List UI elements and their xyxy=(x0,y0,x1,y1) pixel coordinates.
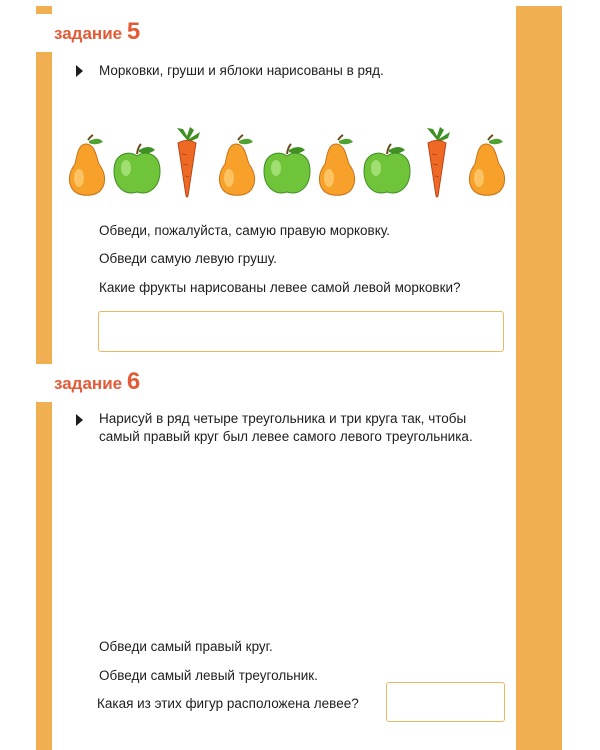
task5-heading-word: задание xyxy=(54,24,123,43)
task6-instruction-line2: самый правый круг был левее самого левого треугольника. xyxy=(99,429,473,444)
pear-icon[interactable] xyxy=(215,134,259,203)
pear-icon[interactable] xyxy=(465,134,509,203)
task6-heading-word: задание xyxy=(54,374,123,393)
carrot-icon[interactable] xyxy=(420,126,454,203)
task6-instruction-line1: Нарисуй в ряд четыре треугольника и три круга так, чтобы xyxy=(99,411,467,426)
fruit-row xyxy=(62,128,512,206)
pear-icon[interactable] xyxy=(65,134,109,203)
task6-heading-number: 6 xyxy=(126,368,141,395)
task5-heading-number: 5 xyxy=(126,18,141,45)
task6-question-3: Какая из этих фигур расположена левее? xyxy=(97,696,359,711)
apple-icon[interactable] xyxy=(361,142,413,203)
pear-icon[interactable] xyxy=(315,134,359,203)
task5-answer-box[interactable] xyxy=(98,311,504,352)
task5-question-2: Обведи самую левую грушу. xyxy=(99,251,277,266)
task5-instruction: Морковки, груши и яблоки нарисованы в ряд. xyxy=(99,63,384,78)
task6-question-2: Обведи самый левый треугольник. xyxy=(99,668,318,683)
task6-question-1: Обведи самый правый круг. xyxy=(99,639,273,654)
task5-bullet-icon xyxy=(76,65,83,77)
task5-question-3: Какие фрукты нарисованы левее самой левой морковки? xyxy=(99,280,461,295)
apple-icon[interactable] xyxy=(111,142,163,203)
task5-heading xyxy=(54,20,140,46)
task6-drawing-area[interactable] xyxy=(98,460,502,620)
carrot-icon[interactable] xyxy=(170,126,204,203)
apple-icon[interactable] xyxy=(261,142,313,203)
task6-answer-box[interactable] xyxy=(386,682,505,722)
task5-question-1: Обведи, пожалуйста, самую правую морковку. xyxy=(99,223,390,238)
task6-heading xyxy=(54,370,140,396)
task6-bullet-icon xyxy=(76,414,83,426)
